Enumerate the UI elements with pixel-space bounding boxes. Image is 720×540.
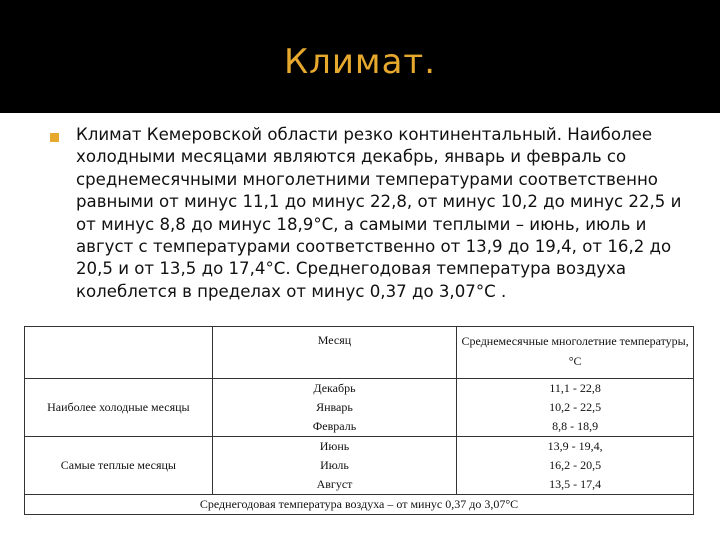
months-warm	[212, 437, 457, 495]
month-cell: Август	[316, 477, 353, 491]
month-cell: Июнь	[319, 439, 350, 453]
climate-table	[24, 326, 694, 515]
title-band	[0, 0, 720, 113]
slide-title: Климат.	[283, 42, 437, 82]
table-header-row	[25, 327, 694, 379]
header-month: Месяц	[212, 327, 457, 379]
group-label-cold: Наиболее холодные месяцы	[25, 379, 213, 437]
month-cell: Февраль	[312, 419, 357, 433]
month-cell: Январь	[316, 400, 353, 414]
table-row	[25, 437, 694, 495]
table-footer-row	[25, 495, 694, 515]
temp-cell: 10,2 - 22,5	[549, 400, 602, 414]
header-empty-cell	[25, 327, 213, 379]
body-paragraph: Климат Кемеровской области резко континентальный. Наиболее холодными месяцами являются декабрь, январь и февраль со среднемесячными многолетними температурами соответственно равными от минус 11,1 до минус 22,8, от минус 10,2 до минус 22,5 и от минус 8,8 до минус 18,9°С, а самыми теплыми – июнь, июль и август с температурами соответственно от 13,9 до 19,4, от 16,2 до 20,5 и от 13,5 до 17,4°С. Среднегодовая температура воздуха колеблется в пределах от минус 0,37 до 3,07°С .	[76, 125, 682, 301]
annual-temperature-note: Среднегодовая температура воздуха – от минус 0,37 до 3,07°С	[25, 495, 694, 515]
month-cell: Июль	[320, 458, 349, 472]
header-temperature: Среднемесячные многолетние температуры, °С	[457, 327, 694, 379]
table-row	[25, 379, 694, 437]
months-cold	[212, 379, 457, 437]
temp-cell: 16,2 - 20,5	[549, 458, 602, 472]
group-label-warm: Самые теплые месяцы	[25, 437, 213, 495]
temp-cell: 13,5 - 17,4	[549, 477, 602, 491]
temp-cell: 8,8 - 18,9	[552, 419, 599, 433]
temps-warm	[457, 437, 694, 495]
temps-cold	[457, 379, 694, 437]
bullet-icon	[50, 133, 59, 142]
body-block	[50, 124, 690, 303]
month-cell: Декабрь	[313, 381, 356, 395]
temp-cell: 13,9 - 19,4,	[547, 439, 603, 453]
temp-cell: 11,1 - 22,8	[549, 381, 601, 395]
